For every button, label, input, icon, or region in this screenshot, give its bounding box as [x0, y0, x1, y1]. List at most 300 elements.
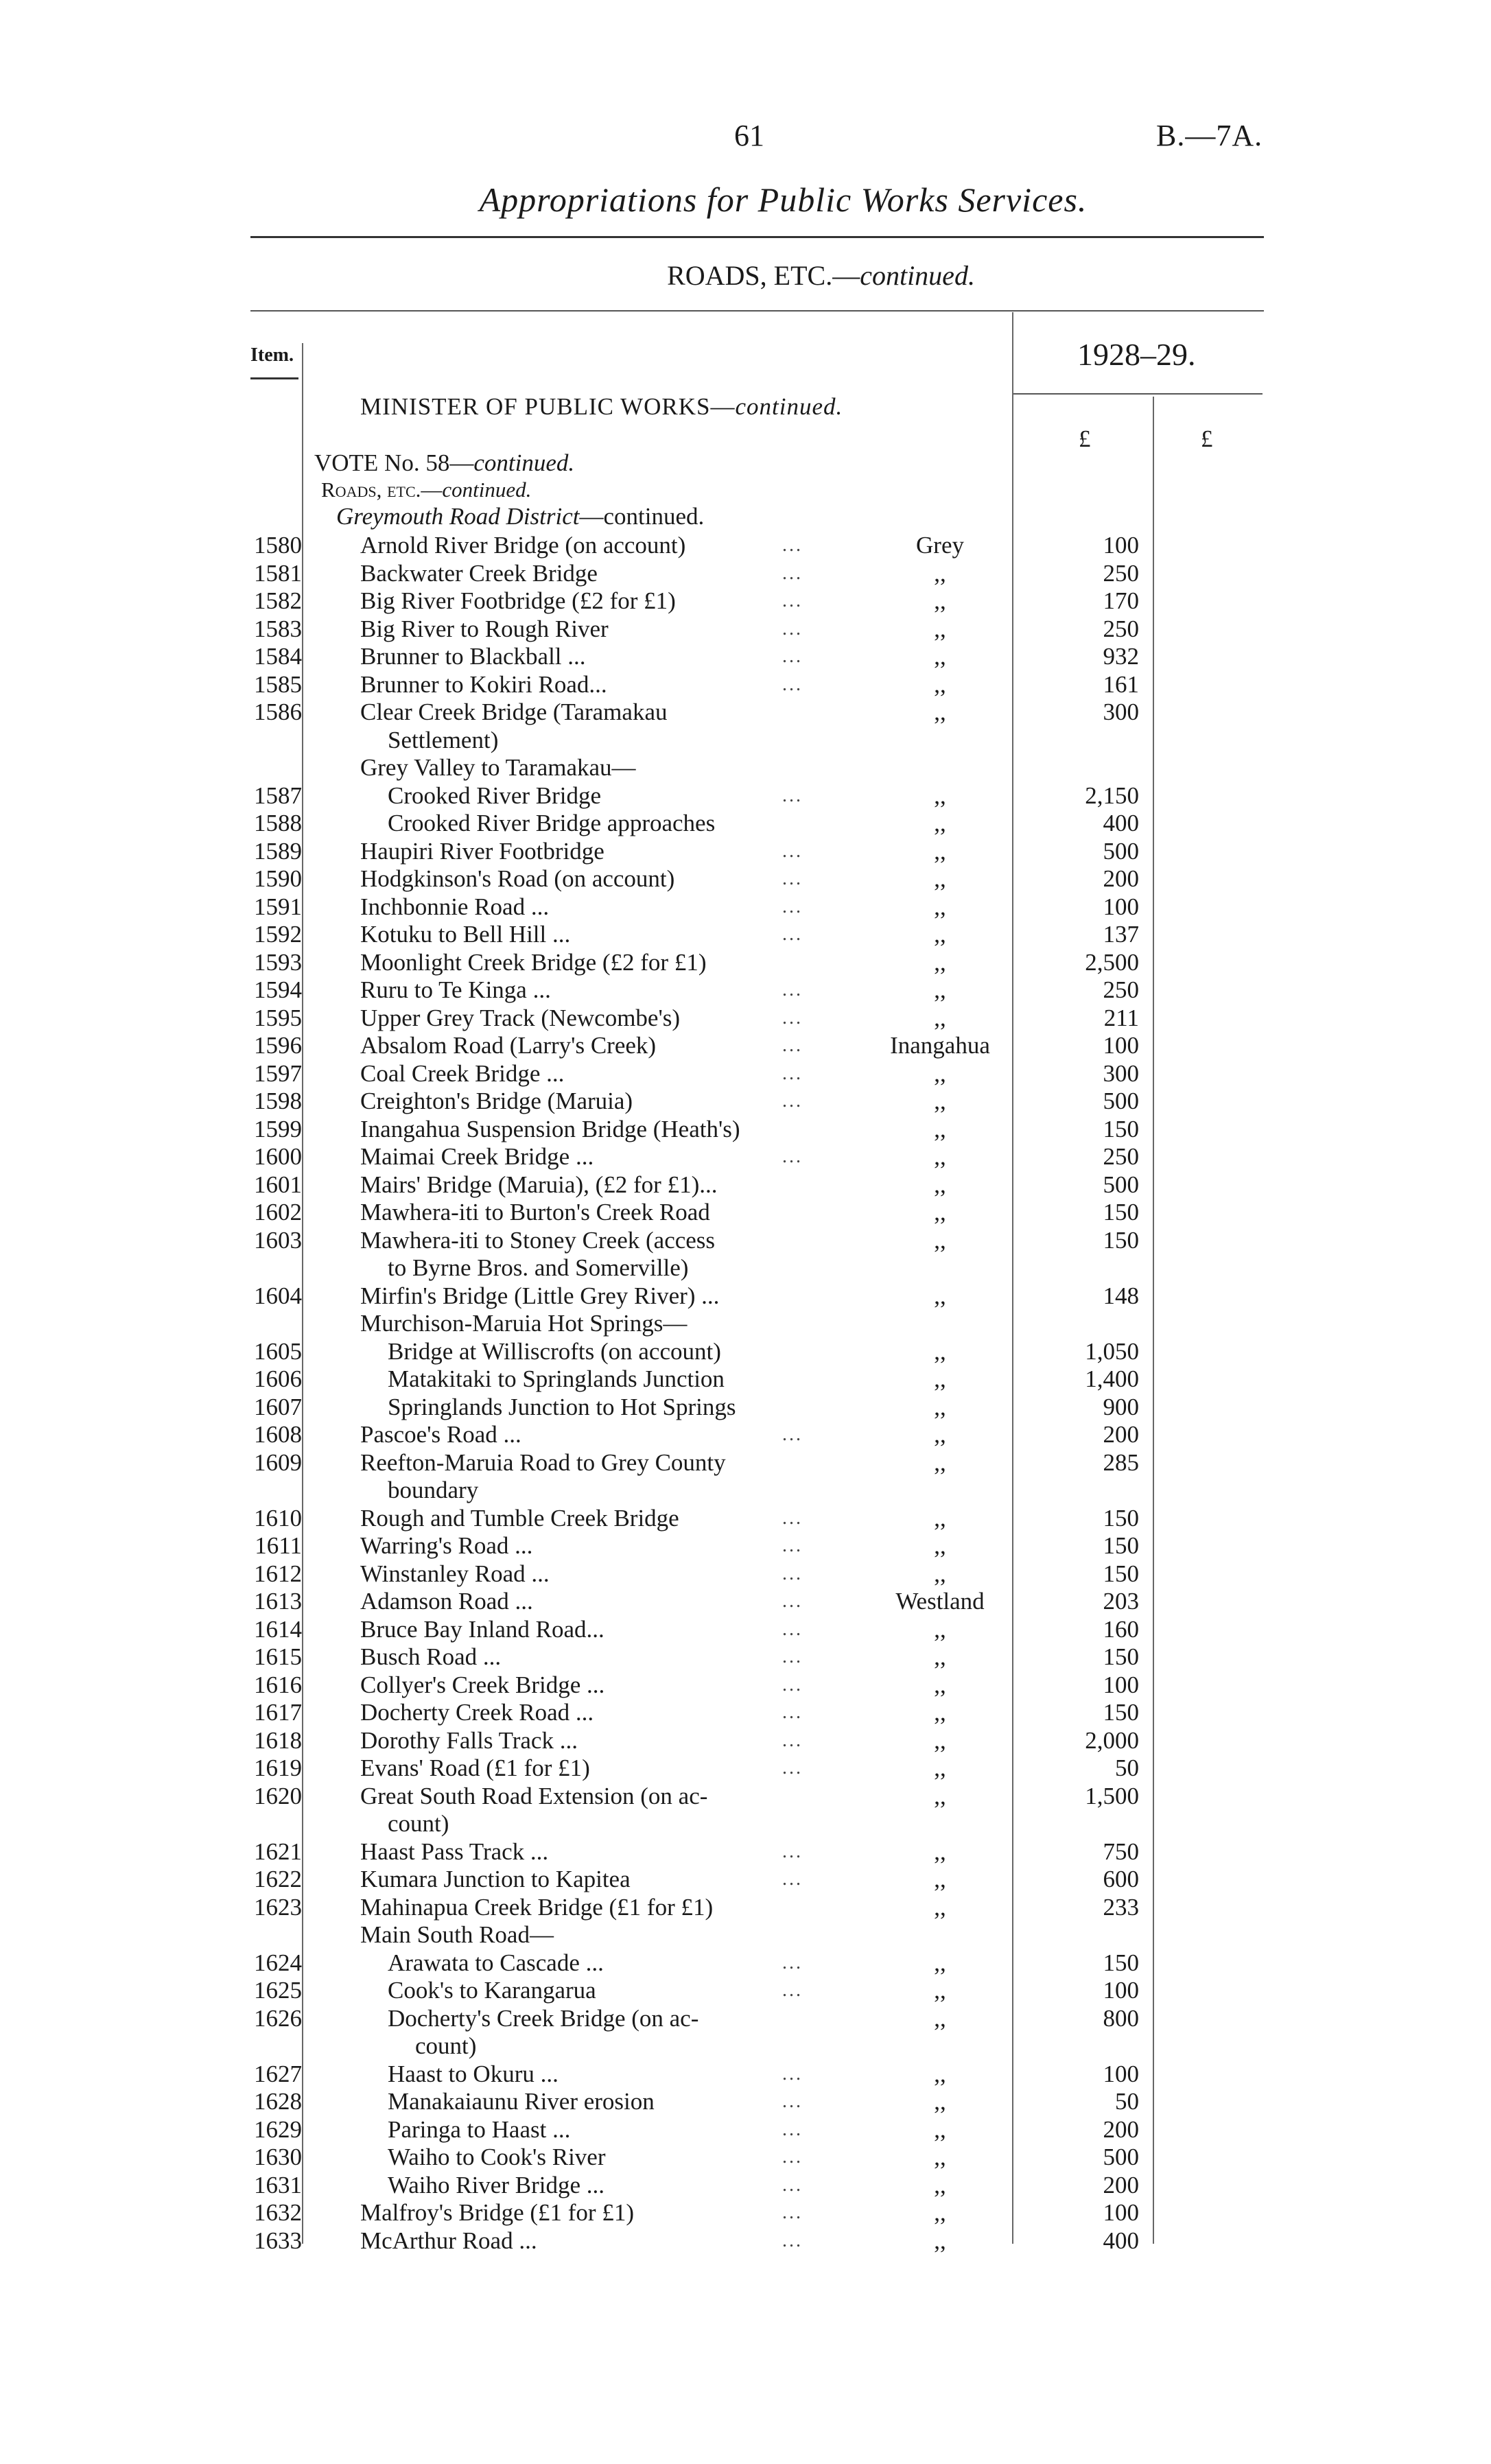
- table-row: [0, 1838, 1491, 1866]
- leader-dots: ...: [782, 1840, 803, 1862]
- district-cell: ,,: [934, 921, 946, 948]
- amount-cell: 100: [1103, 1032, 1139, 1059]
- table-row: [0, 810, 1491, 838]
- item-column-header: Item.: [250, 344, 294, 366]
- leader-dots: ...: [782, 1535, 803, 1556]
- item-number: 1593: [254, 948, 302, 976]
- item-number: 1599: [254, 1115, 302, 1142]
- district-cell: ,,: [934, 1393, 946, 1420]
- item-description: Mairs' Bridge (Maruia), (£2 for £1)...: [360, 1171, 718, 1198]
- amount-cell: 500: [1103, 1171, 1139, 1198]
- item-number: 1633: [254, 2227, 302, 2254]
- district-cell: ,,: [934, 1615, 946, 1643]
- table-row: [0, 1282, 1491, 1311]
- district-cell: ,,: [934, 1421, 946, 1448]
- leader-dots: ...: [782, 1062, 803, 1084]
- amount-cell: 211: [1103, 1004, 1139, 1031]
- amount-cell: 500: [1103, 837, 1139, 865]
- item-number: 1608: [254, 1421, 302, 1448]
- table-row: [0, 1143, 1491, 1171]
- document-code: B.—7A.: [1156, 119, 1263, 152]
- amount-cell: 500: [1103, 1088, 1139, 1114]
- leader-dots: ...: [782, 1951, 803, 1973]
- section-rule: [250, 310, 1264, 312]
- district-cell: Inangahua: [890, 1032, 990, 1059]
- amount-cell: 250: [1103, 976, 1139, 1003]
- table-row: [0, 615, 1491, 644]
- item-description: Pascoe's Road ...: [360, 1421, 521, 1448]
- item-number: 1610: [254, 1504, 302, 1532]
- table-row: [0, 643, 1491, 671]
- district-cell: ,,: [934, 1782, 946, 1809]
- amount-cell: 750: [1103, 1838, 1139, 1865]
- amount-cell: 2,500: [1085, 948, 1139, 976]
- item-number: 1591: [254, 893, 302, 920]
- item-number: 1588: [254, 810, 302, 836]
- item-description: Coal Creek Bridge ...: [360, 1059, 565, 1087]
- table-row: [0, 587, 1491, 615]
- leader-dots: ...: [782, 1146, 803, 1167]
- item-description: Brunner to Kokiri Road...: [360, 670, 607, 698]
- table-row: [0, 560, 1491, 588]
- item-description: Moonlight Creek Bridge (£2 for £1): [360, 948, 707, 976]
- district-cell: ,,: [934, 1171, 946, 1198]
- amount-cell: 1,050: [1085, 1337, 1139, 1365]
- district-cell: ,,: [934, 1726, 946, 1754]
- amount-cell: 203: [1103, 1588, 1139, 1615]
- item-number: 1580: [254, 532, 302, 559]
- item-number: 1601: [254, 1171, 302, 1198]
- item-description: Crooked River Bridge: [388, 782, 602, 809]
- amount-cell: 150: [1103, 1643, 1139, 1670]
- item-description: Grey Valley to Taramakau—: [360, 754, 636, 781]
- item-description: Docherty's Creek Bridge (on ac- count): [388, 2005, 834, 2061]
- item-number: 1613: [254, 1588, 302, 1615]
- item-description-continued: boundary: [388, 1477, 479, 1503]
- table-row: [0, 1560, 1491, 1588]
- table-row: [0, 1421, 1491, 1449]
- item-number: 1592: [254, 921, 302, 948]
- district-cell: ,,: [934, 1893, 946, 1921]
- leader-dots: ...: [782, 1646, 803, 1667]
- item-description: Warring's Road ...: [360, 1532, 533, 1559]
- leader-dots: ...: [782, 2091, 803, 2112]
- leader-dots: ...: [782, 1424, 803, 1445]
- item-description: Mawhera-iti to Stoney Creek (access to Byrne Bros. and Somerville): [360, 1227, 834, 1282]
- item-description-continued: count): [388, 1810, 449, 1837]
- item-description: Creighton's Bridge (Maruia): [360, 1088, 633, 1114]
- leader-dots: ...: [782, 618, 803, 640]
- item-description: Maimai Creek Bridge ...: [360, 1143, 594, 1170]
- year-header-rule: [1012, 393, 1263, 395]
- district-cell: ,,: [934, 1282, 946, 1309]
- district-cell: ,,: [934, 1199, 946, 1225]
- item-number: 1619: [254, 1755, 302, 1781]
- item-description: Manakaiaunu River erosion: [388, 2088, 655, 2115]
- item-number: 1623: [254, 1893, 302, 1921]
- leader-dots: ...: [782, 562, 803, 584]
- amount-cell: 2,000: [1085, 1726, 1139, 1754]
- amount-cell: 400: [1103, 2227, 1139, 2254]
- table-row: [0, 1977, 1491, 2005]
- item-description: Rough and Tumble Creek Bridge: [360, 1504, 679, 1532]
- item-description: Great South Road Extension (on ac- count): [360, 1783, 834, 1838]
- table-row: [0, 1616, 1491, 1644]
- district-cell: ,,: [934, 1671, 946, 1698]
- item-number: 1583: [254, 615, 302, 642]
- table-row: [0, 782, 1491, 810]
- district-cell: ,,: [934, 948, 946, 976]
- leader-dots: ...: [782, 646, 803, 667]
- leader-dots: ...: [782, 924, 803, 945]
- item-description: Inangahua Suspension Bridge (Heath's): [360, 1115, 740, 1142]
- leader-dots: ...: [782, 1007, 803, 1029]
- item-description: Kumara Junction to Kapitea: [360, 1866, 631, 1892]
- amount-cell: 250: [1103, 559, 1139, 587]
- item-number: 1615: [254, 1643, 302, 1670]
- item-description: Mahinapua Creek Bridge (£1 for £1): [360, 1893, 714, 1921]
- district-cell: ,,: [934, 1448, 946, 1476]
- item-number: 1621: [254, 1838, 302, 1865]
- district-cell: ,,: [934, 2115, 946, 2143]
- amount-cell: 200: [1103, 2171, 1139, 2198]
- district-cell: ,,: [934, 2060, 946, 2087]
- district-cell: ,,: [934, 2199, 946, 2226]
- district-cell: ,,: [934, 1004, 946, 1031]
- table-row: [0, 2227, 1491, 2255]
- item-description: Brunner to Blackball ...: [360, 643, 586, 670]
- district-cell: Grey: [916, 532, 964, 559]
- table-row: [0, 1310, 1491, 1338]
- item-number: 1609: [254, 1448, 302, 1476]
- district-cell: ,,: [934, 2171, 946, 2198]
- leader-dots: ...: [782, 2118, 803, 2140]
- year-column-header: 1928–29.: [1077, 337, 1196, 372]
- amount-cell: 100: [1103, 1671, 1139, 1698]
- leader-dots: ...: [782, 1729, 803, 1751]
- item-number: 1584: [254, 643, 302, 670]
- district-cell: ,,: [934, 1560, 946, 1587]
- item-description: Adamson Road ...: [360, 1588, 533, 1615]
- leader-dots: ...: [782, 979, 803, 1000]
- table-row: [0, 865, 1491, 893]
- item-description: Busch Road ...: [360, 1643, 502, 1670]
- leader-dots: ...: [782, 2174, 803, 2196]
- amount-cell: 100: [1103, 2199, 1139, 2226]
- amount-cell: 100: [1103, 2060, 1139, 2087]
- district-cell: Westland: [895, 1588, 985, 1615]
- item-description: Haast Pass Track ...: [360, 1838, 549, 1865]
- item-description: Malfroy's Bridge (£1 for £1): [360, 2199, 634, 2226]
- item-number: 1603: [254, 1226, 302, 1254]
- item-number: 1625: [254, 1977, 302, 2004]
- item-description: Haupiri River Footbridge: [360, 837, 604, 865]
- item-number: 1600: [254, 1143, 302, 1170]
- item-number: 1586: [254, 699, 302, 725]
- page-number: 61: [734, 119, 764, 152]
- item-description: Kotuku to Bell Hill ...: [360, 921, 571, 948]
- district-cell: ,,: [934, 1838, 946, 1865]
- district-cell: ,,: [934, 1059, 946, 1087]
- item-description: Inchbonnie Road ...: [360, 893, 550, 920]
- table-row: [0, 1588, 1491, 1616]
- amount-cell: 400: [1103, 810, 1139, 836]
- leader-dots: ...: [782, 1035, 803, 1056]
- amount-cell: 160: [1103, 1615, 1139, 1643]
- item-number: 1628: [254, 2088, 302, 2115]
- amount-cell: 1,400: [1085, 1365, 1139, 1392]
- leader-dots: ...: [782, 2146, 803, 2168]
- amount-cell: 200: [1103, 2115, 1139, 2143]
- district-cell: ,,: [934, 1365, 946, 1392]
- table-row: [0, 699, 1491, 754]
- district-cell: ,,: [934, 1949, 946, 1976]
- ministry-heading: MINISTER OF PUBLIC WORKS—continued.: [360, 393, 843, 420]
- item-number: 1618: [254, 1726, 302, 1754]
- leader-dots: ...: [782, 868, 803, 889]
- district-cell: ,,: [934, 2004, 946, 2032]
- amount-cell: 500: [1103, 2144, 1139, 2170]
- item-number: 1598: [254, 1088, 302, 1114]
- district-cell: ,,: [934, 1504, 946, 1532]
- item-number: 1604: [254, 1282, 302, 1309]
- item-description: Clear Creek Bridge (Taramakau Settlement): [360, 699, 834, 754]
- district-cell: ,,: [934, 615, 946, 642]
- leader-dots: ...: [782, 1090, 803, 1112]
- item-description: Waiho River Bridge ...: [388, 2171, 605, 2198]
- item-description: Matakitaki to Springlands Junction: [388, 1365, 725, 1392]
- amount-cell: 170: [1103, 587, 1139, 614]
- item-description: Cook's to Karangarua: [388, 1977, 596, 2004]
- item-description: Docherty Creek Road ...: [360, 1699, 594, 1726]
- district-cell: ,,: [934, 782, 946, 809]
- table-row: [0, 532, 1491, 560]
- table-row: [0, 2199, 1491, 2227]
- district-cell: ,,: [934, 1337, 946, 1365]
- amount-cell: 200: [1103, 1421, 1139, 1448]
- leader-dots: ...: [782, 784, 803, 806]
- amount-cell: 50: [1115, 1755, 1139, 1781]
- item-number: 1626: [254, 2004, 302, 2032]
- district-cell: ,,: [934, 1643, 946, 1670]
- district-cell: ,,: [934, 976, 946, 1003]
- leader-dots: ...: [782, 590, 803, 611]
- amount-cell: 800: [1103, 2004, 1139, 2032]
- item-number: 1624: [254, 1949, 302, 1976]
- table-row: [0, 1394, 1491, 1422]
- district-cell: ,,: [934, 643, 946, 670]
- amount-cell: 250: [1103, 615, 1139, 642]
- table-row: [0, 893, 1491, 922]
- amount-cell: 50: [1115, 2088, 1139, 2115]
- amount-cell: 100: [1103, 532, 1139, 559]
- item-description: Murchison-Maruia Hot Springs—: [360, 1310, 688, 1337]
- leader-dots: ...: [782, 840, 803, 862]
- amount-cell: 285: [1103, 1448, 1139, 1476]
- item-description-continued: Settlement): [388, 726, 499, 753]
- amount-cell: 300: [1103, 699, 1139, 725]
- table-row: [0, 1032, 1491, 1060]
- amount-cell: 150: [1103, 1560, 1139, 1587]
- item-number: 1632: [254, 2199, 302, 2226]
- amount-cell: 2,150: [1085, 782, 1139, 809]
- leader-dots: ...: [782, 1507, 803, 1529]
- item-description: Evans' Road (£1 for £1): [360, 1755, 590, 1781]
- leader-dots: ...: [782, 1562, 803, 1584]
- roads-subheading: Roads, etc.—continued.: [321, 478, 532, 502]
- item-description: Main South Road—: [360, 1921, 554, 1948]
- amount-cell: 137: [1103, 921, 1139, 948]
- page-title: Appropriations for Public Works Services.: [479, 180, 1088, 219]
- item-number: 1581: [254, 559, 302, 587]
- item-number: 1629: [254, 2115, 302, 2143]
- leader-dots: ...: [782, 2063, 803, 2085]
- appropriations-table: [0, 532, 1491, 2255]
- item-description: Ruru to Te Kinga ...: [360, 976, 551, 1003]
- item-description: Crooked River Bridge approaches: [388, 810, 716, 836]
- item-description: Springlands Junction to Hot Springs: [388, 1393, 736, 1420]
- leader-dots: ...: [782, 2229, 803, 2251]
- item-number: 1587: [254, 782, 302, 809]
- item-description: Reefton-Maruia Road to Grey County boundary: [360, 1449, 834, 1505]
- table-row: [0, 1005, 1491, 1033]
- table-row: [0, 2088, 1491, 2116]
- district-cell: ,,: [934, 1532, 946, 1559]
- item-number: 1602: [254, 1199, 302, 1225]
- table-row: [0, 1060, 1491, 1088]
- item-number: 1620: [254, 1782, 302, 1809]
- amount-cell: 200: [1103, 865, 1139, 892]
- item-number: 1590: [254, 865, 302, 892]
- table-row: [0, 1227, 1491, 1282]
- table-row: [0, 1171, 1491, 1199]
- district-cell: ,,: [934, 1866, 946, 1892]
- leader-dots: ...: [782, 1757, 803, 1779]
- amount-cell: 1,500: [1085, 1782, 1139, 1809]
- table-row: [0, 949, 1491, 977]
- amount-cell: 300: [1103, 1059, 1139, 1087]
- item-number: 1622: [254, 1866, 302, 1892]
- table-row: [0, 838, 1491, 866]
- amount-cell: 150: [1103, 1199, 1139, 1225]
- leader-dots: ...: [782, 1674, 803, 1696]
- item-description: Big River Footbridge (£2 for £1): [360, 587, 676, 614]
- item-description: Backwater Creek Bridge: [360, 559, 598, 587]
- table-row: [0, 1532, 1491, 1560]
- amount-cell: 932: [1103, 643, 1139, 670]
- item-description: Arnold River Bridge (on account): [360, 532, 686, 559]
- item-description: Hodgkinson's Road (on account): [360, 865, 675, 892]
- item-description-continued: count): [415, 2032, 477, 2059]
- leader-dots: ...: [782, 895, 803, 917]
- amount-cell: 233: [1103, 1893, 1139, 1921]
- item-number: 1616: [254, 1671, 302, 1698]
- table-row: [0, 1783, 1491, 1838]
- amount-cell: 100: [1103, 1977, 1139, 2004]
- leader-dots: ...: [782, 1591, 803, 1612]
- table-row: [0, 1449, 1491, 1505]
- table-row: [0, 1727, 1491, 1755]
- item-header-rule: [250, 377, 298, 379]
- district-cell: ,,: [934, 1143, 946, 1170]
- table-row: [0, 1949, 1491, 1978]
- item-number: 1582: [254, 587, 302, 614]
- item-description: Paringa to Haast ...: [388, 2115, 571, 2143]
- district-cell: ,,: [934, 837, 946, 865]
- amount-cell: 250: [1103, 1143, 1139, 1170]
- leader-dots: ...: [782, 1702, 803, 1723]
- vote-heading: VOTE No. 58—continued.: [314, 449, 575, 476]
- amount-cell: 600: [1103, 1866, 1139, 1892]
- district-cell: ,,: [934, 810, 946, 836]
- item-description: Waiho to Cook's River: [388, 2144, 606, 2170]
- item-number: 1606: [254, 1365, 302, 1392]
- district-cell: ,,: [934, 2144, 946, 2170]
- table-row: [0, 976, 1491, 1005]
- item-description: Collyer's Creek Bridge ...: [360, 1671, 605, 1698]
- amount-cell: 150: [1103, 1532, 1139, 1559]
- district-cell: ,,: [934, 559, 946, 587]
- district-cell: ,,: [934, 1088, 946, 1114]
- item-number: 1589: [254, 837, 302, 865]
- amount-cell: 100: [1103, 893, 1139, 920]
- amount-cell: 150: [1103, 1504, 1139, 1532]
- item-number: 1595: [254, 1004, 302, 1031]
- district-cell: ,,: [934, 1755, 946, 1781]
- table-row: [0, 1699, 1491, 1727]
- amount-cell: 150: [1103, 1226, 1139, 1254]
- amount-cell: 900: [1103, 1393, 1139, 1420]
- item-description-continued: to Byrne Bros. and Somerville): [388, 1254, 689, 1281]
- amount-cell: 150: [1103, 1949, 1139, 1976]
- table-row: [0, 1643, 1491, 1671]
- currency-label-1: £: [1079, 425, 1091, 452]
- item-description: Dorothy Falls Track ...: [360, 1726, 578, 1754]
- item-number: 1630: [254, 2144, 302, 2170]
- table-row: [0, 1338, 1491, 1366]
- table-row: [0, 2005, 1491, 2061]
- section-title: ROADS, ETC.—continued.: [667, 260, 975, 291]
- leader-dots: ...: [782, 1980, 803, 2001]
- table-row: [0, 2116, 1491, 2144]
- table-row: [0, 2061, 1491, 2089]
- item-number: 1627: [254, 2060, 302, 2087]
- district-heading: Greymouth Road District—continued.: [336, 503, 705, 530]
- district-cell: ,,: [934, 1226, 946, 1254]
- currency-label-2: £: [1201, 425, 1213, 452]
- table-row: [0, 2144, 1491, 2172]
- item-description: Arawata to Cascade ...: [388, 1949, 604, 1976]
- amount-cell: 161: [1103, 670, 1139, 698]
- table-row: [0, 1365, 1491, 1394]
- table-row: [0, 1671, 1491, 1700]
- item-number: 1611: [255, 1532, 302, 1559]
- item-description: McArthur Road ...: [360, 2227, 537, 2254]
- amount-cell: 148: [1103, 1282, 1139, 1309]
- item-number: 1594: [254, 976, 302, 1003]
- district-cell: ,,: [934, 865, 946, 892]
- amount-cell: 150: [1103, 1115, 1139, 1142]
- district-cell: ,,: [934, 893, 946, 920]
- item-description: Bruce Bay Inland Road...: [360, 1615, 604, 1643]
- item-description: Mawhera-iti to Burton's Creek Road: [360, 1199, 710, 1225]
- district-cell: ,,: [934, 1977, 946, 2004]
- item-number: 1596: [254, 1032, 302, 1059]
- item-number: 1614: [254, 1615, 302, 1643]
- table-row: [0, 1088, 1491, 1116]
- table-row: [0, 1866, 1491, 1894]
- district-cell: ,,: [934, 2088, 946, 2115]
